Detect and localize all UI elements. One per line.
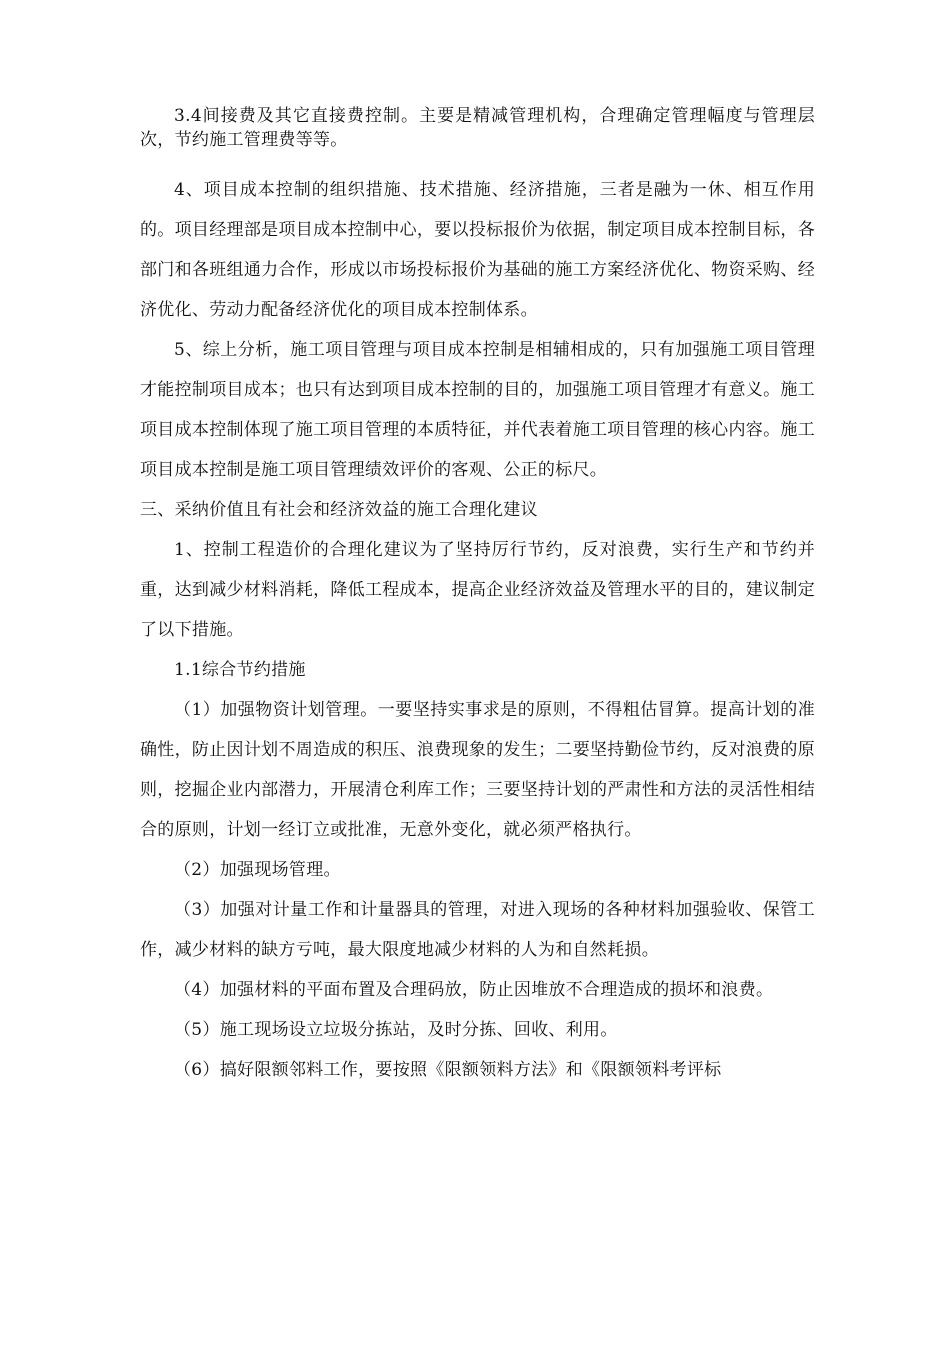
paragraph-material-planning: （1）加强物资计划管理。一要坚持实事求是的原则，不得粗估冒算。提高计划的准确性，防止因计划不周造成的积压、浪费现象的发生；二要坚持勤俭节约，反对浪费的原则，挖掘企业内部潜力，开展清仓利库工作；三要坚持计划的严肃性和方法的灵活性相结合的原则，计划一经订立或批准，无意外变化，就必须严格执行。 <box>140 700 815 840</box>
paragraph-cost-rationalization: 1、控制工程造价的合理化建议为了坚持厉行节约，反对浪费，实行生产和节约并重，达到减少材料消耗，降低工程成本，提高企业经济效益及管理水平的目的，建议制定了以下措施。 <box>140 540 815 640</box>
subheading-saving-measures: 1.1综合节约措施 <box>174 660 306 680</box>
paragraph-indirect-cost-control: 3.4间接费及其它直接费控制。主要是精减管理机构，合理确定管理幅度与管理层次，节约施工管理费等等。 <box>140 106 815 150</box>
section-heading-rationalization: 三、采纳价值且有社会和经济效益的施工合理化建议 <box>140 500 538 520</box>
paragraph-site-management: （2）加强现场管理。 <box>174 860 341 880</box>
paragraph-material-layout: （4）加强材料的平面布置及合理码放，防止因堆放不合理造成的损坏和浪费。 <box>174 980 774 1000</box>
paragraph-waste-sorting: （5）施工现场设立垃圾分拣站，及时分拣、回收、利用。 <box>174 1020 618 1040</box>
document-body <box>140 104 815 1090</box>
paragraph-quota-requisition: （6）搞好限额邻料工作，要按照《限额领料方法》和《限额领料考评标 <box>174 1060 722 1080</box>
paragraph-metering-management: （3）加强对计量工作和计量器具的管理，对进入现场的各种材料加强验收、保管工作，减少材料的缺方亏吨，最大限度地减少材料的人为和自然耗损。 <box>140 900 815 960</box>
paragraph-cost-control-measures: 4、项目成本控制的组织措施、技术措施、经济措施，三者是融为一休、相互作用的。项目经理部是项目成本控制中心，要以投标报价为依据，制定项目成本控制目标，各部门和各班组通力合作，形成以市场投标报价为基础的施工方案经济优化、物资采购、经济优化、劳动力配备经济优化的项目成本控制体系。 <box>140 180 815 320</box>
paragraph-summary-analysis: 5、综上分析，施工项目管理与项目成本控制是相辅相成的，只有加强施工项目管理才能控制项目成本；也只有达到项目成本控制的目的，加强施工项目管理才有意义。施工项目成本控制体现了施工项目管理的本质特征，并代表着施工项目管理的核心内容。施工项目成本控制是施工项目管理绩效评价的客观、公正的标尺。 <box>140 340 815 480</box>
